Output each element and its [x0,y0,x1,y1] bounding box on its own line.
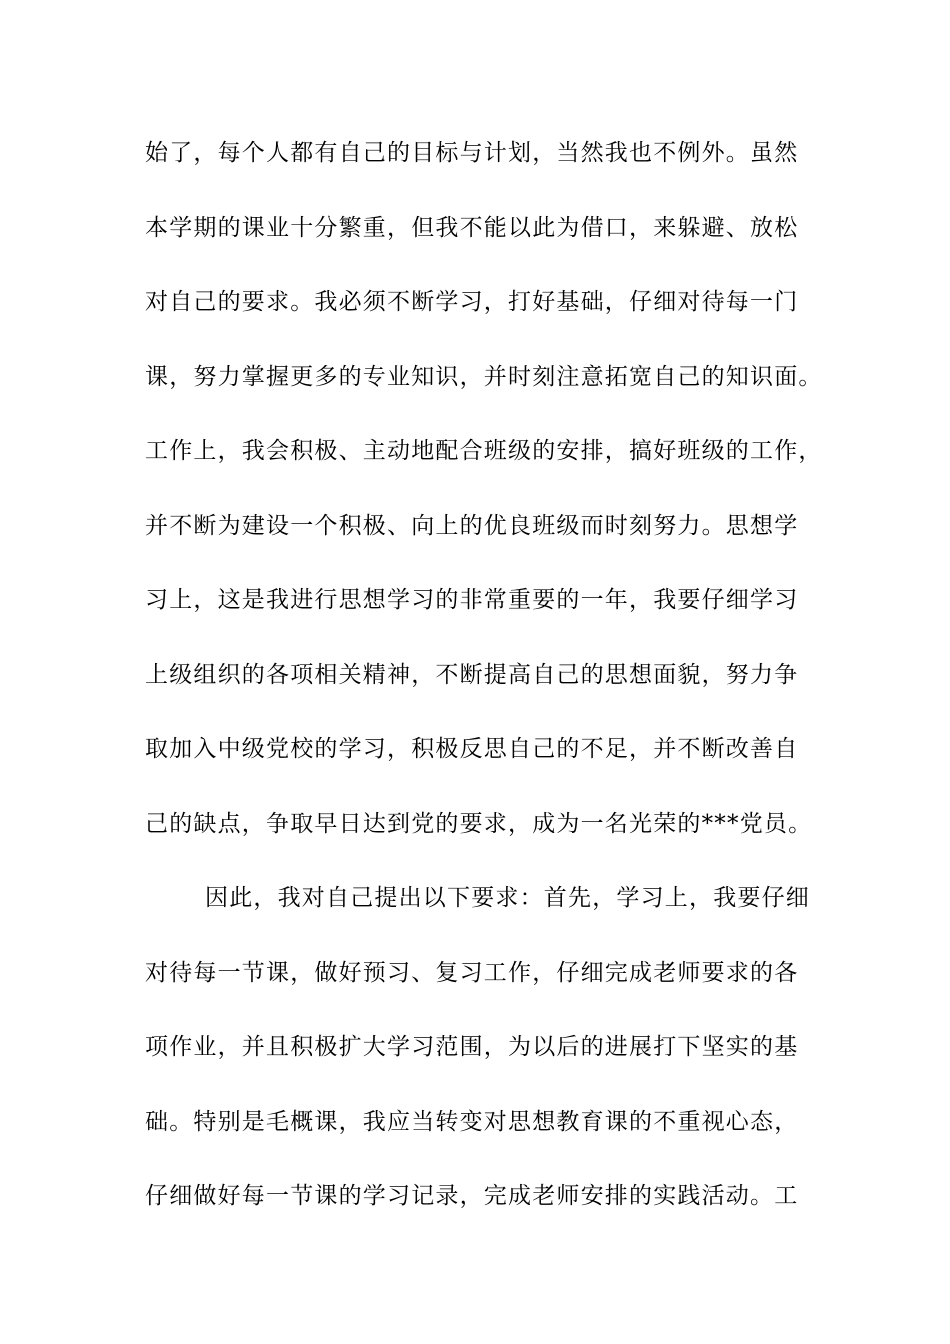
text-line: 习上，这是我进行思想学习的非常重要的一年，我要仔细学习 [145,587,799,613]
text-line: 本学期的课业十分繁重，但我不能以此为借口，来躲避、放松 [145,214,799,241]
text-line: 上级组织的各项相关精神，不断提高自己的思想面貌，努力争 [145,661,799,688]
paragraph-start-line: 因此，我对自己提出以下要求：首先，学习上，我要仔细 [205,885,810,911]
text-line: 对待每一节课，做好预习、复习工作，仔细完成老师要求的各 [145,959,799,986]
text-line: 课，努力掌握更多的专业知识，并时刻注意拓宽自己的知识面。 [145,363,823,390]
text-line: 工作上，我会积极、主动地配合班级的安排，搞好班级的工作， [145,438,823,464]
text-line: 并不断为建设一个积极、向上的优良班级而时刻努力。思想学 [145,512,799,539]
text-line: 始了，每个人都有自己的目标与计划，当然我也不例外。虽然 [145,140,799,166]
text-line: 取加入中级党校的学习，积极反思自己的不足，并不断改善自 [145,736,799,762]
body-text [145,130,845,1248]
text-line: 项作业，并且积极扩大学习范围，为以后的进展打下坚实的基 [145,1034,799,1060]
text-line: 己的缺点，争取早日达到党的要求，成为一名光荣的***党员。 [145,810,813,837]
text-line: 对自己的要求。我必须不断学习，打好基础，仔细对待每一门 [145,289,799,315]
text-line: 仔细做好每一节课的学习记录，完成老师安排的实践活动。工 [145,1183,799,1209]
text-line: 础。特别是毛概课，我应当转变对思想教育课的不重视心态， [145,1108,799,1135]
